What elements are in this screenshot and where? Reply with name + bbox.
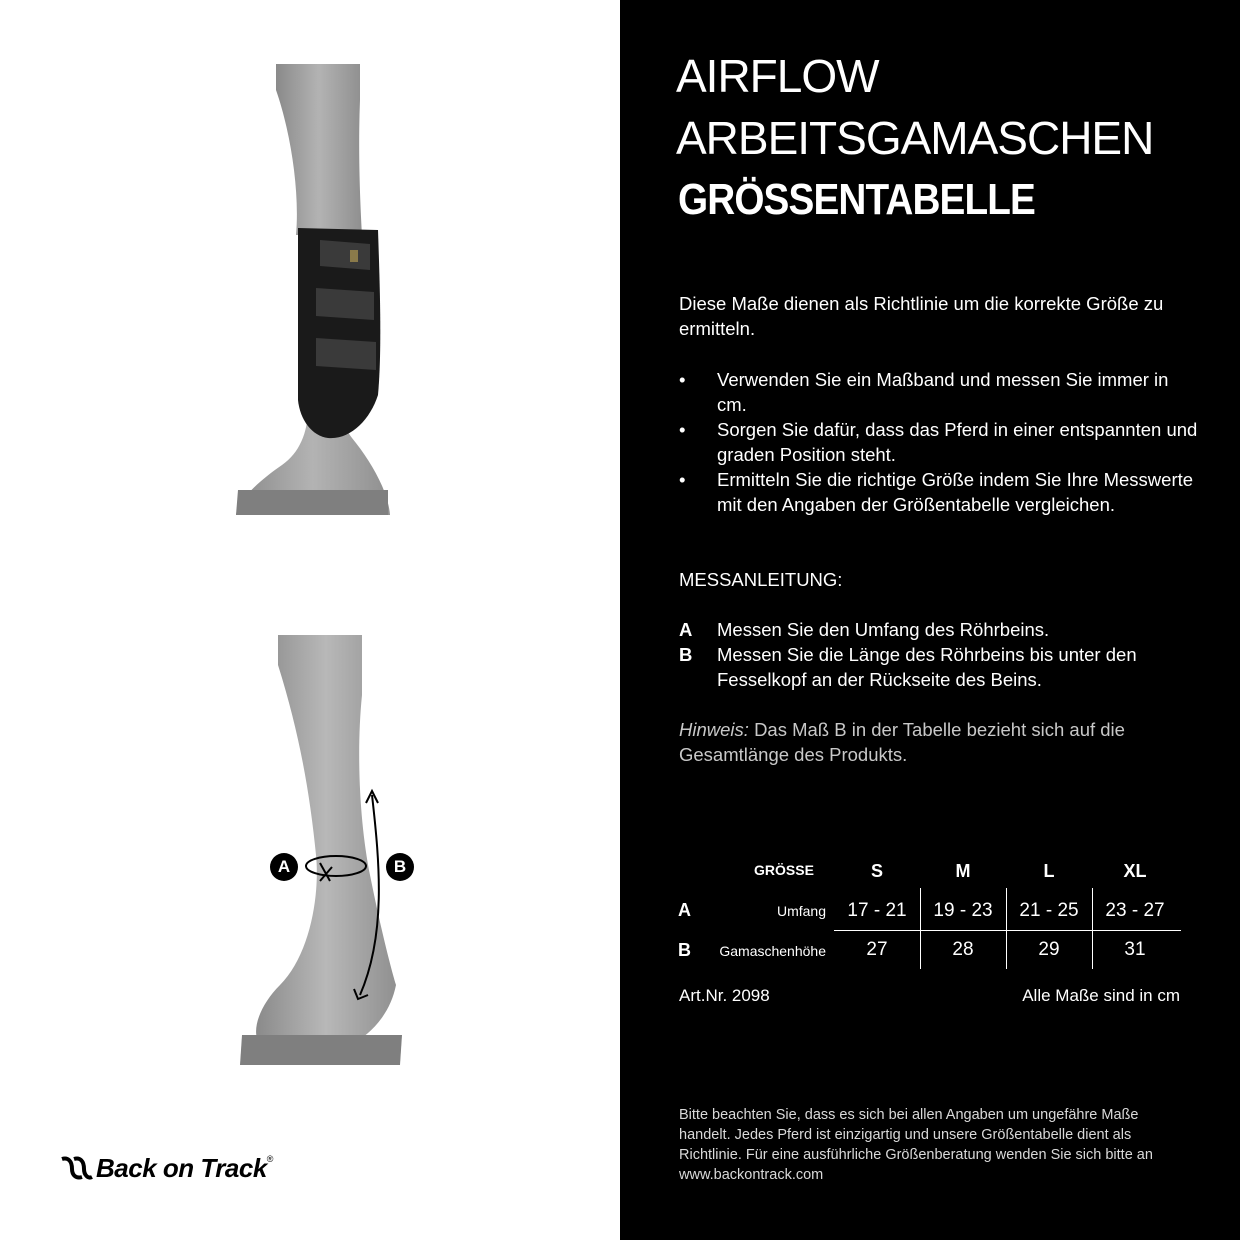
cell-a-s: 17 - 21 [847, 900, 907, 921]
size-table [620, 850, 1240, 980]
size-header-l: L [1043, 861, 1055, 881]
cell-b-s: 27 [866, 939, 888, 960]
article-number: Art.Nr. 2098 [679, 986, 770, 1005]
instruction-text: Messen Sie die Länge des Röhrbeins bis unter den Fesselkopf an der Rückseite des Beins. [717, 644, 1137, 690]
table-divider [1006, 888, 1007, 969]
instruction-key: A [679, 619, 693, 640]
table-divider [920, 888, 921, 969]
size-header-s: S [870, 861, 883, 881]
row-key-a: A [678, 900, 691, 920]
row-label-gamaschenhoehe: Gamaschenhöhe [719, 943, 826, 959]
title-line-3: GRÖSSENTABELLE [678, 175, 1035, 224]
size-header-m: M [955, 861, 971, 881]
instruction-item [679, 642, 1199, 692]
instructions-heading: MESSANLEITUNG: [679, 569, 843, 590]
diagram-label-a: A [270, 853, 298, 881]
diagram-label-b: B [386, 853, 414, 881]
cell-a-m: 19 - 23 [933, 900, 993, 921]
bullet-symbol: • [679, 469, 686, 490]
bullet-text: Sorgen Sie dafür, dass das Pferd in einer entspannten und graden Position steht. [717, 419, 1198, 465]
cell-a-xl: 23 - 27 [1105, 900, 1165, 921]
table-divider [1092, 888, 1093, 969]
bullet-text: Ermitteln Sie die richtige Größe indem Sie Ihre Messwerte mit den Angaben der Größentabelle vergleichen. [717, 469, 1194, 515]
cell-a-l: 21 - 25 [1019, 900, 1079, 921]
instruction-key: B [679, 644, 693, 665]
cell-b-m: 28 [952, 939, 974, 960]
logo-text: Back on Track [96, 1152, 267, 1183]
leg-with-boot-illustration [220, 60, 420, 530]
row-key-b: B [678, 940, 691, 960]
brand-logo [60, 1150, 273, 1186]
disclaimer-text: Bitte beachten Sie, dass es sich bei allen Angaben um ungefähre Maße handelt. Jedes Pferd ist einzigartig und unsere Größentabelle dient als Richtlinie. Für eine ausführliche Größenberatung wenden Sie sich bitte an www.backontrack.com [679, 1107, 1153, 1183]
intro-text: Diese Maße dienen als Richtlinie um die korrekte Größe zu ermitteln. [679, 293, 1164, 339]
bullet-symbol: • [679, 369, 686, 390]
instruction-text: Messen Sie den Umfang des Röhrbeins. [717, 619, 1050, 640]
size-chart-panel [620, 0, 1240, 1240]
bullet-list [679, 367, 1199, 517]
title-line-2: ARBEITSGAMASCHEN [676, 112, 1154, 164]
hint-note [679, 717, 1199, 767]
bullet-item [679, 417, 1199, 467]
table-divider [834, 930, 1181, 931]
cell-b-xl: 31 [1124, 939, 1146, 960]
bullet-item [679, 467, 1199, 517]
hint-label: Hinweis: [679, 719, 749, 740]
row-label-umfang: Umfang [776, 903, 826, 919]
units-note: Alle Maße sind in cm [1022, 986, 1180, 1005]
instructions-list [679, 617, 1199, 692]
instruction-item [679, 617, 1199, 642]
cell-b-l: 29 [1038, 939, 1060, 960]
hint-text: Das Maß B in der Tabelle bezieht sich auf die Gesamtlänge des Produkts. [679, 719, 1125, 765]
logo-mark-icon [60, 1155, 94, 1181]
size-label: GRÖSSE [754, 862, 814, 878]
bullet-symbol: • [679, 419, 686, 440]
bullet-item [679, 367, 1199, 417]
registered-mark: ® [266, 1154, 274, 1164]
title-line-1: AIRFLOW [676, 50, 879, 102]
size-header-xl: XL [1123, 861, 1147, 881]
bullet-text: Verwenden Sie ein Maßband und messen Sie immer in cm. [717, 369, 1169, 415]
